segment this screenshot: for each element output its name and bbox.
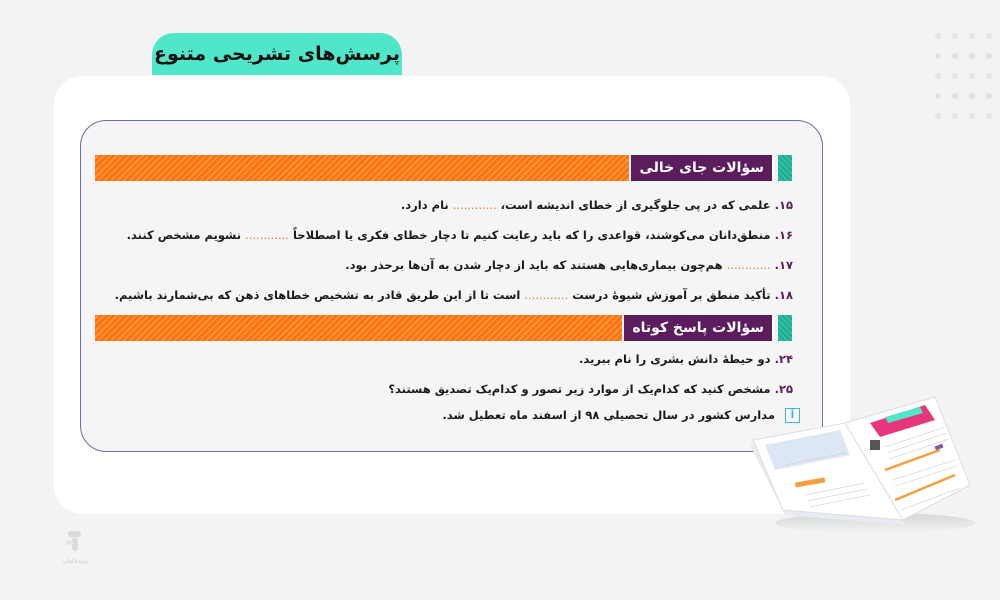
question-item xyxy=(579,352,793,366)
question-number: ۲۴. xyxy=(774,352,793,366)
question-number: ۱۵. xyxy=(774,198,793,212)
question-item xyxy=(127,228,793,242)
publisher-logo xyxy=(55,528,95,565)
option-text: مدارس کشور در سال تحصیلی ۹۸ از اسفند ماه تعطیل شد. xyxy=(442,408,775,422)
question-text: علمی که در پی جلوگیری از خطای اندیشه است، xyxy=(500,198,771,212)
question-number: ۲۵. xyxy=(774,382,793,396)
section-header-short-answer xyxy=(95,315,792,341)
question-number: ۱۷. xyxy=(774,258,793,272)
question-number: ۱۸. xyxy=(774,288,793,302)
question-item xyxy=(115,288,793,302)
question-text: نشویم مشخص کنند. xyxy=(126,228,242,242)
decorative-dot-grid xyxy=(935,33,992,119)
blank-field: ............ xyxy=(726,258,771,272)
question-text: مشخص کنید که کدام‌یک از موارد زیر تصور و کدام‌یک تصدیق هستند؟ xyxy=(388,382,771,396)
section-title: سؤالات جای خالی xyxy=(631,155,774,181)
question-item xyxy=(345,258,793,272)
question-item xyxy=(388,382,793,396)
section-title: سؤالات پاسخ کوتاه xyxy=(624,315,774,341)
question-number: ۱۶. xyxy=(774,228,793,242)
section-stripe-decoration xyxy=(95,315,622,341)
blank-field: ............ xyxy=(524,288,569,302)
question-text: تأکید منطق بر آموزش شیوهٔ درست xyxy=(572,288,771,302)
question-text: هم‌چون بیماری‌هایی هستند که باید از دچار شدن به آن‌ها برحذر بود. xyxy=(345,258,723,272)
page-title-tab xyxy=(152,33,402,75)
question-text: دو حیطهٔ دانش بشری را نام ببرید. xyxy=(579,352,771,366)
logo-mark-icon xyxy=(62,528,88,554)
question-text: است تا از این طریق قادر به تشخیص خطاهای ذهن که بی‌شمارند باشیم. xyxy=(114,288,521,302)
section-marker-icon xyxy=(778,315,792,341)
section-marker-icon xyxy=(778,155,792,181)
logo-text: پاینده‌کتاب xyxy=(62,558,88,565)
page-title: پرسش‌های تشریحی متنوع xyxy=(154,43,400,65)
question-item xyxy=(401,198,793,212)
section-stripe-decoration xyxy=(95,155,629,181)
open-book-illustration xyxy=(745,385,980,535)
question-text: نام دارد. xyxy=(400,198,449,212)
question-text: منطق‌دانان می‌کوشند، قواعدی را که باید رعایت کنیم تا دچار خطای فکری یا اصطلاحاً xyxy=(292,228,771,242)
blank-field: ............ xyxy=(452,198,497,212)
option-label-box: آ xyxy=(785,408,800,423)
blank-field: ............ xyxy=(245,228,289,242)
section-header-fill-blank xyxy=(95,155,792,181)
